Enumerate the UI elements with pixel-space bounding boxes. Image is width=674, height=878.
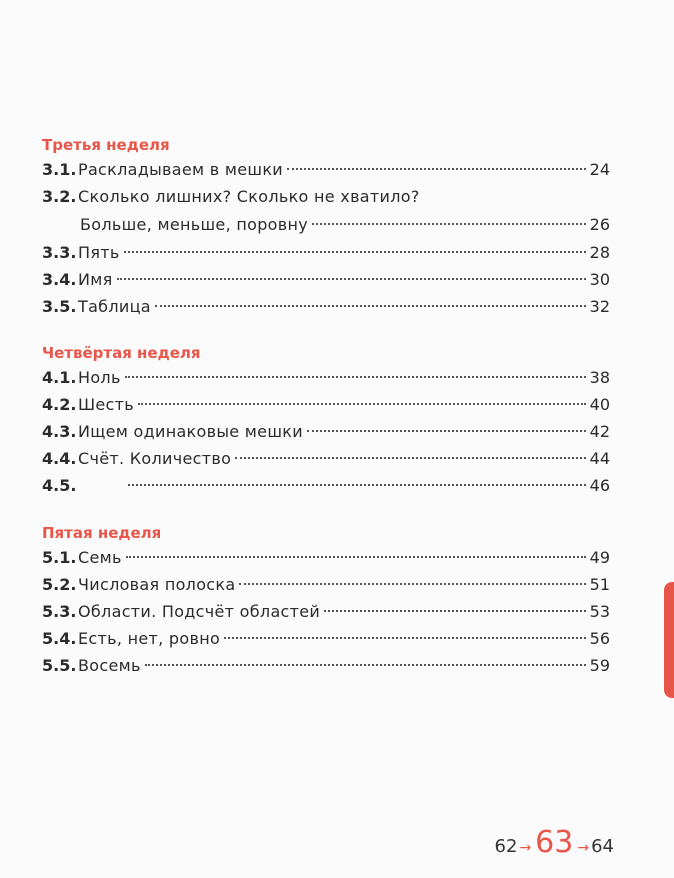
dot-leader (312, 223, 586, 225)
toc-entry[interactable] (42, 544, 610, 571)
toc-entry-title-multiline (78, 183, 610, 239)
toc-entry-number: 4.1. (42, 368, 77, 387)
toc-entry-title-line2: Больше, меньше, поровну (80, 215, 308, 234)
toc-entry[interactable] (42, 652, 610, 679)
toc-entry-page: 49 (589, 548, 610, 567)
toc-entry-page: 28 (589, 243, 610, 262)
toc-entry-title: Имя (78, 270, 113, 289)
toc-entry-title: Числовая полоска (78, 575, 236, 594)
toc-entry-title: Пять (78, 243, 120, 262)
toc-entry-title: Таблица (78, 297, 151, 316)
toc-entry[interactable] (42, 445, 610, 472)
toc-entry-title: Восемь (78, 656, 141, 675)
toc-entry[interactable] (42, 418, 610, 445)
toc-entry-number: 5.2. (42, 575, 77, 594)
dot-leader (307, 430, 586, 432)
toc-entry-page: 40 (589, 395, 610, 414)
toc-entry[interactable] (42, 293, 610, 320)
page-navigation (495, 825, 614, 860)
toc-entry[interactable] (42, 266, 610, 293)
toc-entry[interactable] (42, 156, 610, 183)
toc-entry-page: 56 (589, 629, 610, 648)
dot-leader (155, 305, 586, 307)
toc-entry-number: 3.4. (42, 270, 77, 289)
toc-entry-page: 30 (589, 270, 610, 289)
dot-leader (235, 457, 585, 459)
toc-entry[interactable] (42, 239, 610, 266)
dot-leader (126, 556, 586, 558)
dot-leader (239, 583, 585, 585)
arrow-right-icon: → (519, 840, 532, 856)
toc-entry[interactable] (42, 391, 610, 418)
dot-leader (117, 278, 586, 280)
section-title: Третья неделя (42, 136, 170, 154)
toc-entry-page: 42 (589, 422, 610, 441)
toc-entry[interactable] (42, 472, 610, 499)
dot-leader (324, 610, 586, 612)
toc-entry-page: 38 (589, 368, 610, 387)
toc-entry-page: 46 (589, 476, 610, 495)
toc-entry-title: Есть, нет, ровно (78, 629, 221, 648)
toc-entry-title: Ищем одинаковые мешки (78, 422, 303, 441)
prev-page-link[interactable]: 62 (494, 836, 518, 857)
toc-entry-title: Области. Подсчёт областей (78, 602, 321, 621)
toc-entry-number: 3.2. (42, 187, 77, 206)
toc-entry-title: Ноль (78, 368, 121, 387)
toc-entry-number: 5.4. (42, 629, 77, 648)
dot-leader (124, 251, 586, 253)
dot-leader (224, 637, 586, 639)
toc-entry-number: 5.1. (42, 548, 77, 567)
toc-entry-title: Раскладываем в мешки (78, 160, 284, 179)
toc-entry-page: 53 (589, 602, 610, 621)
toc-entry-page: 26 (589, 215, 610, 234)
section-week-5 (42, 522, 610, 679)
toc-entry-number: 5.3. (42, 602, 77, 621)
toc-entry-number: 4.5. (42, 476, 77, 495)
toc-entry[interactable] (42, 598, 610, 625)
toc-entry-title-line1: Сколько лишних? Сколько не хватило? (78, 187, 420, 206)
section-week-4 (42, 342, 610, 499)
toc-entry-number: 4.3. (42, 422, 77, 441)
toc-entry-title: Счёт. Количество (78, 449, 232, 468)
chapter-tab (664, 582, 674, 698)
toc-entry[interactable] (42, 183, 610, 239)
dot-leader (287, 168, 586, 170)
toc-entry-page: 59 (589, 656, 610, 675)
section-title: Пятая неделя (42, 524, 162, 542)
toc-entry-number: 5.5. (42, 656, 77, 675)
dot-leader (128, 484, 586, 486)
current-page-number: 63 (535, 825, 574, 860)
toc-entry-page: 32 (589, 297, 610, 316)
toc-entry-number: 3.3. (42, 243, 77, 262)
section-title: Четвёртая неделя (42, 344, 201, 362)
toc-entry-title: Семь (78, 548, 122, 567)
toc-entry-title-line2-row (78, 210, 610, 239)
toc-entry-page: 24 (589, 160, 610, 179)
toc-entry-title: Шесть (78, 395, 134, 414)
dot-leader (125, 376, 586, 378)
toc-entry-page: 51 (589, 575, 610, 594)
toc-entry[interactable] (42, 625, 610, 652)
toc-entry-number: 3.1. (42, 160, 77, 179)
next-page-link[interactable]: 64 (591, 836, 614, 857)
arrow-right-icon: → (577, 840, 590, 856)
dot-leader (145, 664, 586, 666)
toc-entry-page: 44 (589, 449, 610, 468)
section-week-3 (42, 134, 610, 320)
toc-entry-number: 4.4. (42, 449, 77, 468)
toc-entry-number: 4.2. (42, 395, 77, 414)
dot-leader (138, 403, 586, 405)
toc-entry-number: 3.5. (42, 297, 77, 316)
toc-entry[interactable] (42, 571, 610, 598)
toc-entry[interactable] (42, 364, 610, 391)
